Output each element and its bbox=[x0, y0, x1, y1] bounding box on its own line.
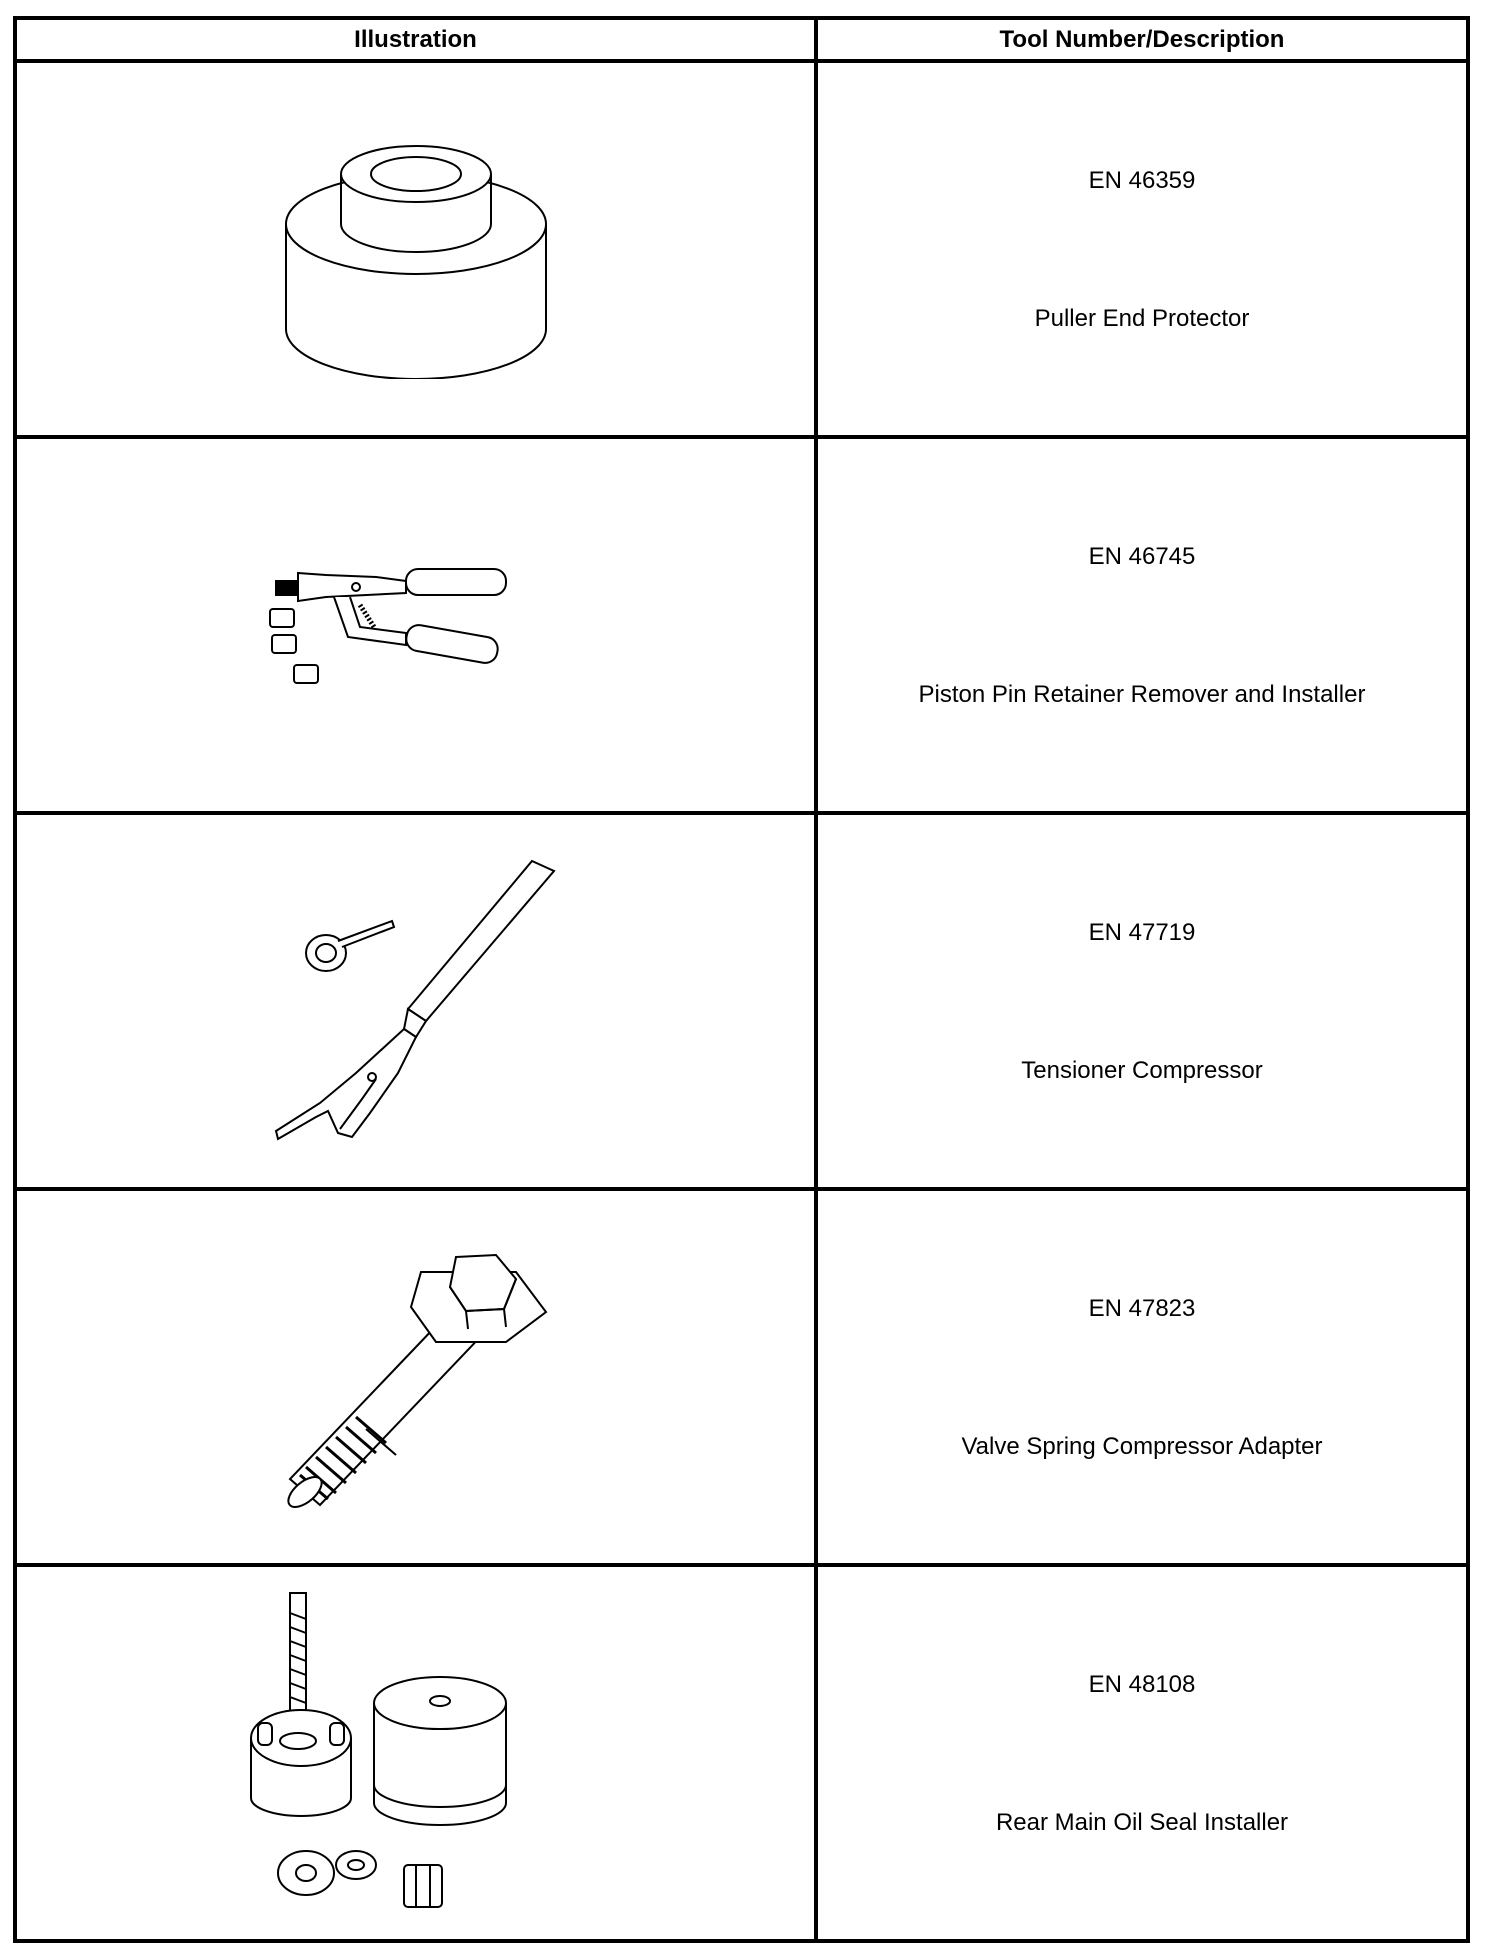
illustration-cell bbox=[15, 61, 816, 437]
table-row bbox=[15, 1565, 1468, 1941]
special-tools-table bbox=[13, 16, 1470, 1943]
puller-end-protector-icon bbox=[266, 119, 566, 379]
tool-description: Rear Main Oil Seal Installer bbox=[995, 1809, 1289, 1836]
tool-number: EN 48108 bbox=[1088, 1671, 1196, 1698]
tool-header: Tool Number/Description bbox=[816, 18, 1468, 61]
table-row bbox=[15, 437, 1468, 813]
tensioner-compressor-icon bbox=[256, 841, 576, 1161]
table-row bbox=[15, 61, 1468, 437]
tool-description: Valve Spring Compressor Adapter bbox=[961, 1433, 1323, 1460]
tool-number: EN 46359 bbox=[1088, 167, 1196, 194]
tool-description: Puller End Protector bbox=[1034, 305, 1250, 332]
valve-spring-compressor-adapter-icon bbox=[246, 1217, 586, 1537]
header-row bbox=[15, 18, 1468, 61]
piston-pin-retainer-tool-icon bbox=[256, 545, 576, 705]
illustration-cell bbox=[15, 1189, 816, 1565]
rear-main-oil-seal-installer-icon bbox=[246, 1573, 586, 1933]
illustration-cell bbox=[15, 813, 816, 1189]
tool-description: Piston Pin Retainer Remover and Installer bbox=[918, 681, 1366, 708]
illustration-cell bbox=[15, 1565, 816, 1941]
tool-cell bbox=[816, 61, 1468, 437]
tool-number: EN 47823 bbox=[1088, 1295, 1196, 1322]
tool-description: Tensioner Compressor bbox=[1021, 1057, 1263, 1084]
illustration-header: Illustration bbox=[15, 18, 816, 61]
tool-cell bbox=[816, 813, 1468, 1189]
tool-number: EN 47719 bbox=[1088, 919, 1196, 946]
tool-cell bbox=[816, 1189, 1468, 1565]
tool-cell bbox=[816, 437, 1468, 813]
tool-number: EN 46745 bbox=[1088, 543, 1196, 570]
tool-cell bbox=[816, 1565, 1468, 1941]
table-row bbox=[15, 813, 1468, 1189]
table-row bbox=[15, 1189, 1468, 1565]
illustration-cell bbox=[15, 437, 816, 813]
